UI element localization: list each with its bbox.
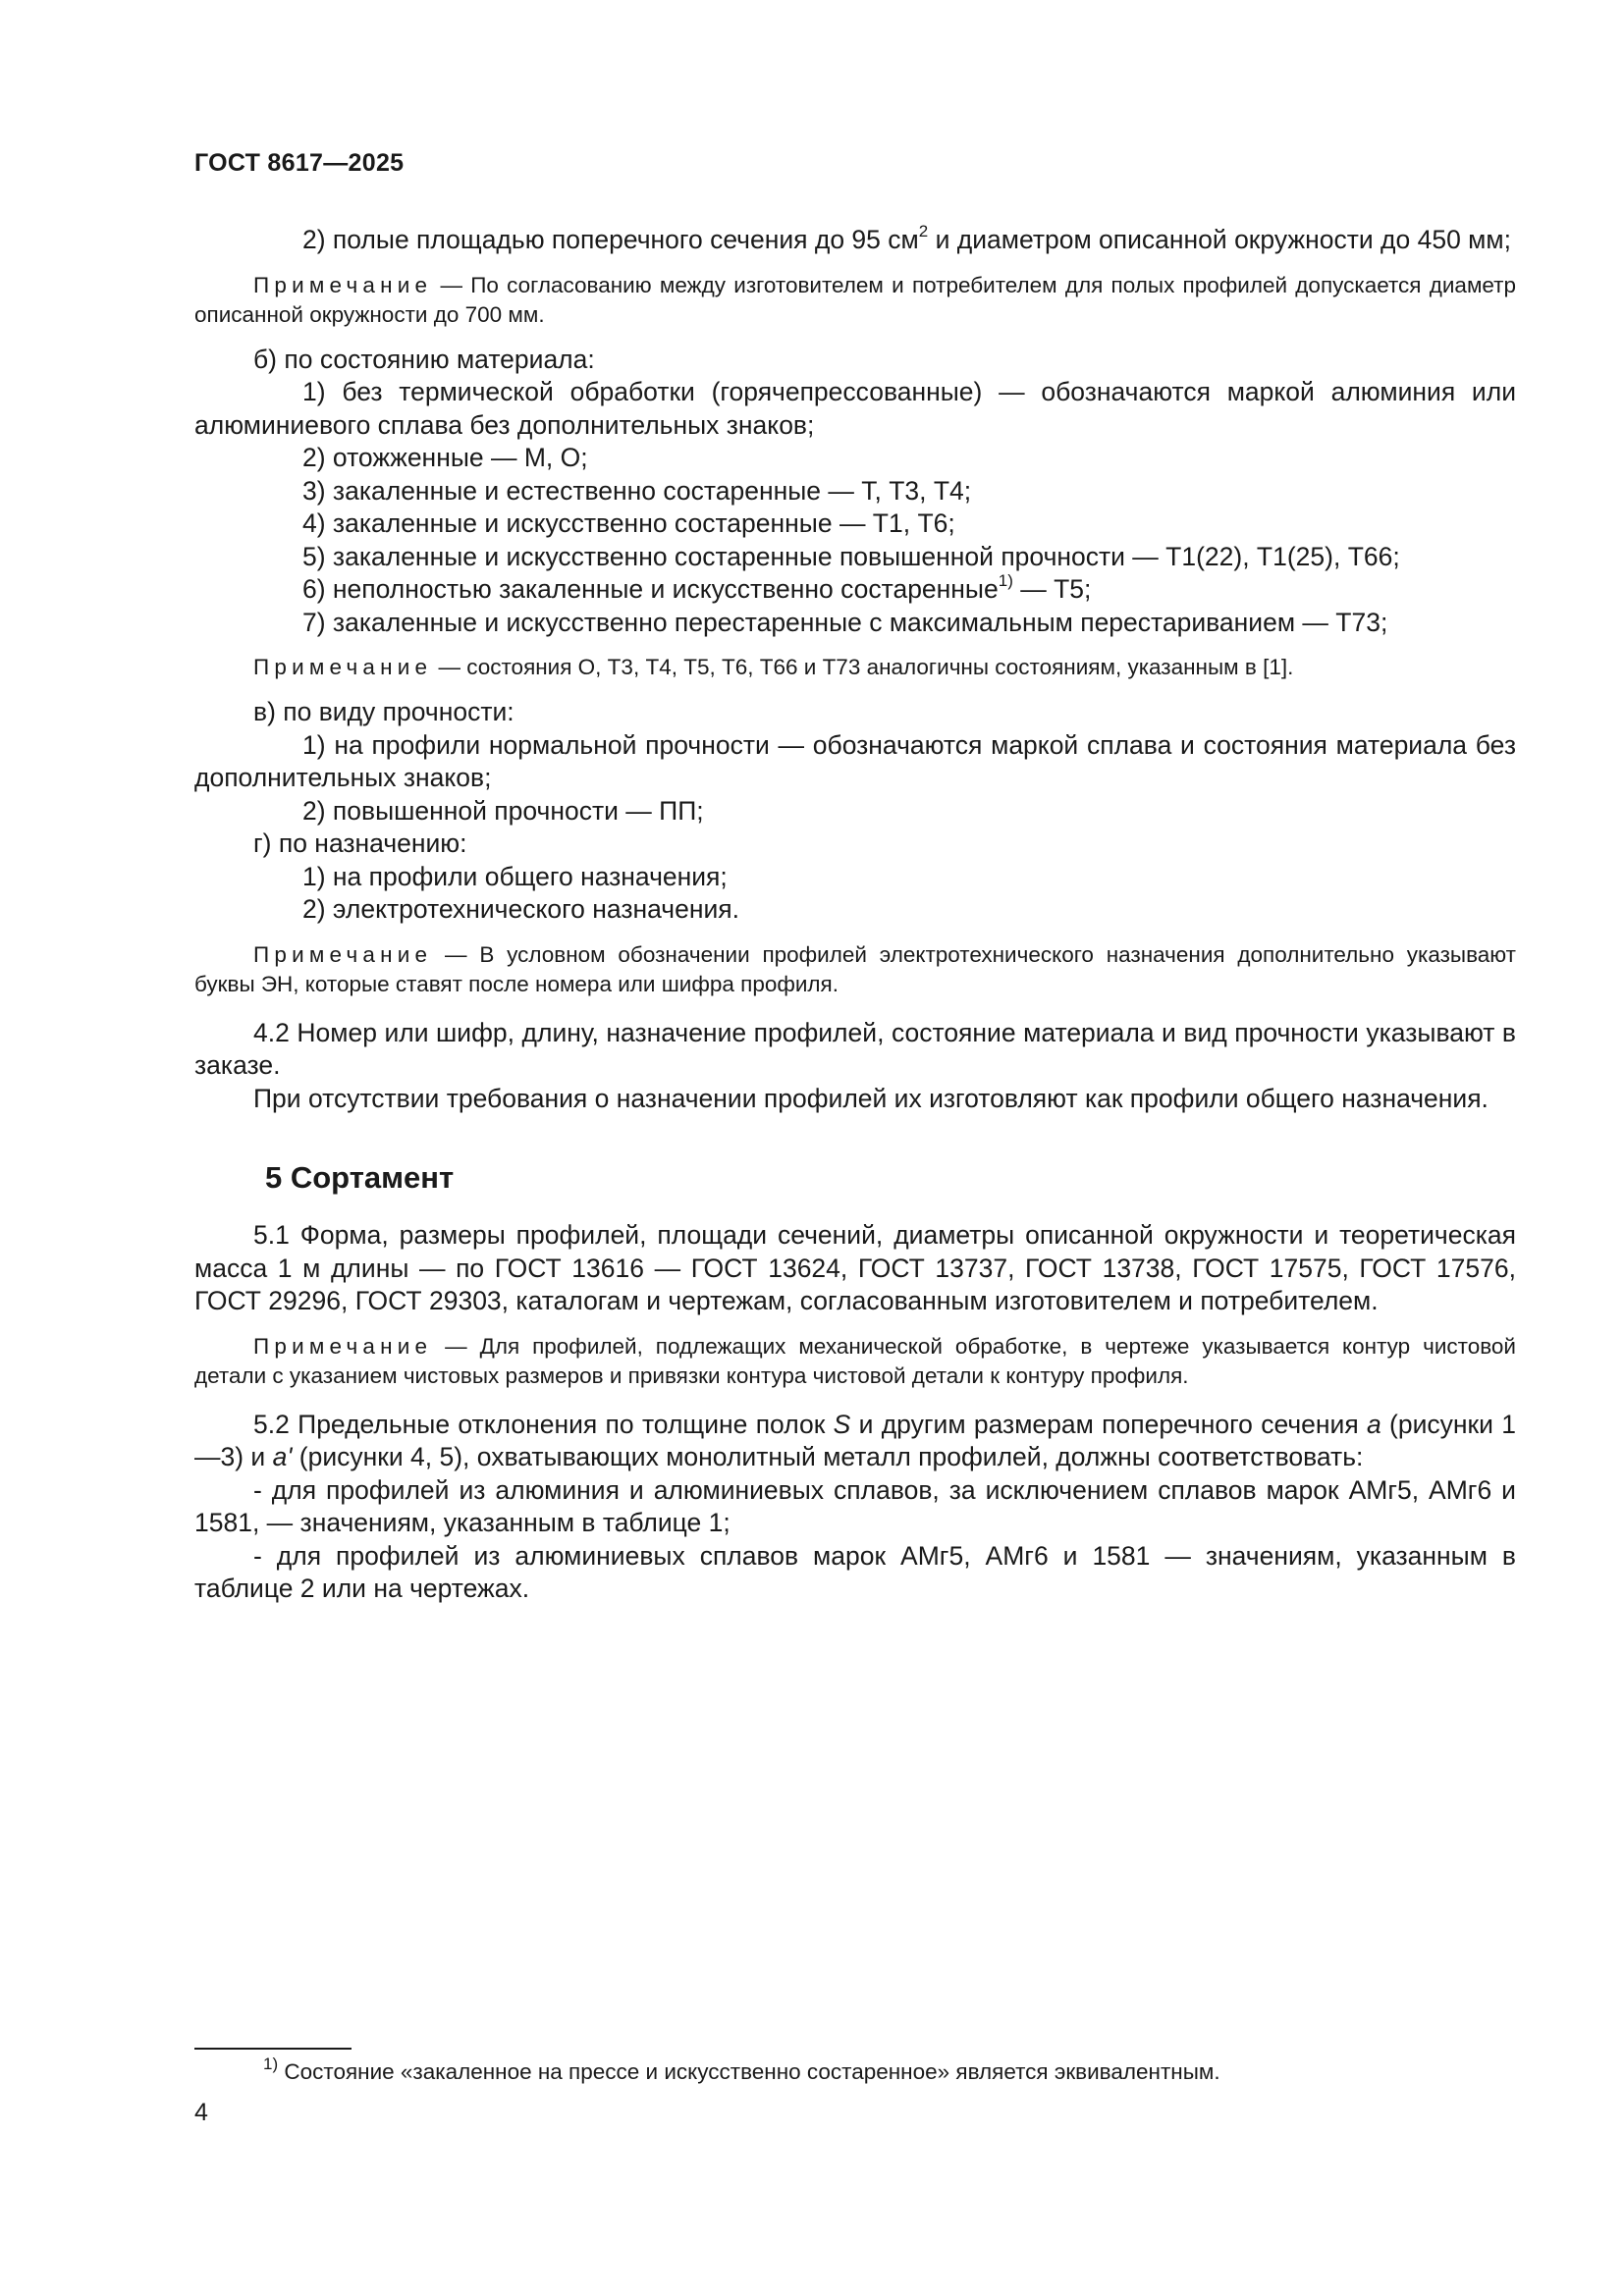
list-b-item: 5) закаленные и искусственно состаренные повышенной прочности — Т1(22), Т1(25), Т66; [302,541,1400,571]
list-b-item: 6) неполностью закаленные и искусственно состаренные$^{1)}$ — Т5; [302,571,1092,604]
list-v-item: 2) повышенной прочности — ПП; [302,795,704,826]
list-b-item: 4) закаленные и искусственно состаренные — Т1, Т6; [302,508,955,538]
item-a2: 2) полые площадью поперечного сечения до 95 $см^2$ и диаметром описанной окружности до 450 мм; [302,222,1511,254]
document-header: ГОСТ 8617—2025 [194,149,405,177]
list-b-heading: б) по состоянию материала: [253,344,595,374]
section-5-title: 5 Сортамент [265,1160,455,1195]
list-b-item: 2) отожженные — М, О; [302,443,588,472]
list-b-item: 3) закаленные и естественно состаренные — Т, Т3, Т4; [302,475,972,506]
list-g-item: 2) электротехнического назначения. [302,894,739,924]
clause-4-2-cont: При отсутствии требования о назначении профилей их изготовляют как профили общего назначения. [253,1083,1489,1113]
list-v-heading: в) по виду прочности: [253,697,514,726]
clause-4-2: 4.2 Номер или шифр, длину, назначение профилей, состояние материала и вид прочности указывают в заказе. [194,1017,1516,1080]
footnote: $^{1)}$ Состояние «закаленное на прессе и искусственно состаренное» является эквивалентным. [263,2054,1220,2084]
list-g-item: 1) на профили общего назначения; [302,861,728,891]
list-g-heading: г) по назначению: [253,828,467,858]
note-4: Примечание — Для профилей, подлежащих механической обработке, в чертеже указывается контур чистовой детали с указанием чистовых размеров и привязки контура чистовой детали к контуру профиля. [194,1333,1516,1388]
list-b-item: 1) без термической обработки (горячепрессованные) — обозначаются маркой алюминия или алюминиевого сплава без дополнительных знаков; [194,377,1516,440]
clause-5-2: 5.2 Предельные отклонения по толщине полок S и другим размерам поперечного сечения a (рисунки 1—3) и a' (рисунки 4, 5), охватывающих монолитный металл профилей, должны соответствовать: [194,1409,1516,1471]
clause-5-1: 5.1 Форма, размеры профилей, площади сечений, диаметры описанной окружности и теоретическая масса 1 м длины — по ГОСТ 13616 — ГОСТ 13624, ГОСТ 13737, ГОСТ 13738, ГОСТ 17575, ГОСТ 17576, ГОСТ 29296, ГОСТ 29303, каталогам и чертежам, согласованным изготовителем и потребителем. [194,1220,1516,1315]
note-2: Примечание — состояния О, Т3, Т4, Т5, Т6, Т66 и Т73 аналогичны состояниям, указанным в [1]. [253,655,1294,679]
document-body [194,224,1516,1606]
note-1: Примечание — По согласованию между изготовителем и потребителем для полых профилей допускается диаметр описанной окружности до 700 мм. [194,272,1516,327]
note-3: Примечание — В условном обозначении профилей электротехнического назначения дополнительно указывают буквы ЭН, которые ставят после номера или шифра профиля. [194,941,1516,996]
footnote-separator [194,2048,352,2050]
list-v-item: 1) на профили нормальной прочности — обозначаются маркой сплава и состояния материала без дополнительных знаков; [194,729,1516,792]
page-number: 4 [194,2099,208,2126]
list-b-item: 7) закаленные и искусственно перестаренные с максимальным перестариванием — Т73; [302,607,1388,637]
clause-5-2-dash-item: - для профилей из алюминиевых сплавов марок АМг5, АМг6 и 1581 — значениям, указанным в таблице 2 или на чертежах. [194,1540,1516,1603]
clause-5-2-dash-item: - для профилей из алюминия и алюминиевых сплавов, за исключением сплавов марок АМг5, АМг6 и 1581, — значениям, указанным в таблице 1; [194,1474,1516,1537]
